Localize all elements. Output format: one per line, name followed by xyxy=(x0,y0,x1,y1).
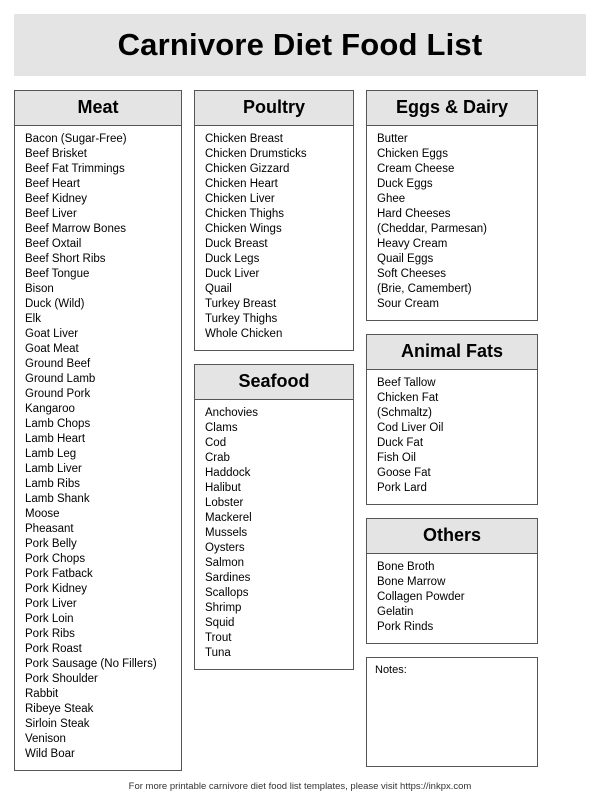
list-item: Chicken Heart xyxy=(205,178,278,190)
list-item: Beef Kidney xyxy=(25,193,88,205)
list-item: Haddock xyxy=(205,467,251,479)
list-item: Soft Cheeses xyxy=(377,268,447,280)
list-item: Scallops xyxy=(205,587,249,599)
section-seafood-items xyxy=(195,400,353,669)
list-item: Beef Tongue xyxy=(25,268,90,280)
section-meat xyxy=(14,90,182,771)
list-item: Chicken Drumsticks xyxy=(205,148,307,160)
list-item: Whole Chicken xyxy=(205,328,283,340)
list-item: Collagen Powder xyxy=(377,591,465,603)
list-item: Beef Marrow Bones xyxy=(25,223,126,235)
list-item: Pork Rinds xyxy=(377,621,434,633)
page-title: Carnivore Diet Food List xyxy=(117,27,483,62)
list-item: Pork Shoulder xyxy=(25,673,98,685)
list-item: Sardines xyxy=(205,572,251,584)
list-item: Beef Tallow xyxy=(377,377,436,389)
list-item: Bone Broth xyxy=(377,561,435,573)
column-left xyxy=(14,90,182,784)
list-item: Moose xyxy=(25,508,60,520)
list-item: Shrimp xyxy=(205,602,242,614)
list-item: Beef Liver xyxy=(25,208,77,220)
list-item: Lamb Chops xyxy=(25,418,91,430)
list-item: Pork Belly xyxy=(25,538,77,550)
section-others-heading: Others xyxy=(367,519,537,554)
list-item: Cod xyxy=(205,437,227,449)
section-animal-fats-heading: Animal Fats xyxy=(367,335,537,370)
section-eggs-dairy-items xyxy=(367,126,537,320)
list-item: Goose Fat xyxy=(377,467,431,479)
list-item: Bacon (Sugar-Free) xyxy=(25,133,127,145)
list-item: Chicken Breast xyxy=(205,133,283,145)
list-item: Hard Cheeses xyxy=(377,208,451,220)
list-item: Sirloin Steak xyxy=(25,718,90,730)
list-item: Pork Fatback xyxy=(25,568,93,580)
list-item: Pork Ribs xyxy=(25,628,75,640)
list-item: Chicken Fat xyxy=(377,392,439,404)
footer-text: For more printable carnivore diet food list templates, please visit https://inkpx.com xyxy=(128,781,472,792)
list-item: Pork Kidney xyxy=(25,583,88,595)
list-item: Ground Pork xyxy=(25,388,91,400)
list-item: Lamb Leg xyxy=(25,448,77,460)
list-item: Elk xyxy=(25,313,41,325)
list-item: Pork Roast xyxy=(25,643,82,655)
list-item: Quail Eggs xyxy=(377,253,434,265)
list-item: (Schmaltz) xyxy=(377,407,432,419)
list-item: Beef Fat Trimmings xyxy=(25,163,125,175)
list-item: Kangaroo xyxy=(25,403,75,415)
list-item: Lamb Shank xyxy=(25,493,90,505)
list-item: Tuna xyxy=(205,647,231,659)
list-item: Pork Lard xyxy=(377,482,427,494)
list-item: Anchovies xyxy=(205,407,259,419)
section-others-items xyxy=(367,554,537,643)
page-title-bar xyxy=(14,14,586,76)
list-item: Clams xyxy=(205,422,238,434)
list-item: Mackerel xyxy=(205,512,252,524)
section-meat-heading: Meat xyxy=(15,91,181,126)
column-middle xyxy=(194,90,354,683)
list-item: Trout xyxy=(205,632,232,644)
list-item: Beef Heart xyxy=(25,178,80,190)
list-item: Goat Meat xyxy=(25,343,79,355)
list-item: Duck Fat xyxy=(377,437,424,449)
list-item: Turkey Thighs xyxy=(205,313,278,325)
list-item: Beef Short Ribs xyxy=(25,253,106,265)
list-item: Beef Oxtail xyxy=(25,238,82,250)
list-item: Bone Marrow xyxy=(377,576,446,588)
list-item: Lamb Heart xyxy=(25,433,86,445)
list-item: Squid xyxy=(205,617,235,629)
section-eggs-dairy-heading: Eggs & Dairy xyxy=(367,91,537,126)
section-poultry-items xyxy=(195,126,353,350)
list-item: Chicken Liver xyxy=(205,193,275,205)
list-item: Chicken Wings xyxy=(205,223,282,235)
list-item: Ground Lamb xyxy=(25,373,96,385)
list-item: Chicken Gizzard xyxy=(205,163,290,175)
list-item: Duck (Wild) xyxy=(25,298,85,310)
section-seafood xyxy=(194,364,354,670)
list-item: Crab xyxy=(205,452,230,464)
list-item: Duck Liver xyxy=(205,268,260,280)
list-item: Butter xyxy=(377,133,408,145)
list-item: (Cheddar, Parmesan) xyxy=(377,223,487,235)
list-item: Ground Beef xyxy=(25,358,91,370)
section-animal-fats xyxy=(366,334,538,505)
list-item: Ribeye Steak xyxy=(25,703,94,715)
section-animal-fats-items xyxy=(367,370,537,504)
list-item: Duck Breast xyxy=(205,238,268,250)
list-item: Pork Loin xyxy=(25,613,74,625)
notes-box[interactable] xyxy=(366,657,538,767)
section-others xyxy=(366,518,538,644)
list-item: Rabbit xyxy=(25,688,59,700)
list-item: Lamb Liver xyxy=(25,463,82,475)
section-eggs-dairy xyxy=(366,90,538,321)
list-item: Pork Liver xyxy=(25,598,77,610)
list-item: Ghee xyxy=(377,193,406,205)
list-item: Heavy Cream xyxy=(377,238,448,250)
list-item: Sour Cream xyxy=(377,298,439,310)
list-item: Chicken Eggs xyxy=(377,148,448,160)
list-item: Venison xyxy=(25,733,66,745)
list-item: Pork Chops xyxy=(25,553,86,565)
list-item: Chicken Thighs xyxy=(205,208,285,220)
list-item: Wild Boar xyxy=(25,748,75,760)
section-meat-items xyxy=(15,126,181,770)
list-item: Quail xyxy=(205,283,232,295)
list-item: (Brie, Camembert) xyxy=(377,283,472,295)
list-item: Beef Brisket xyxy=(25,148,87,160)
section-seafood-heading: Seafood xyxy=(195,365,353,400)
list-item: Oysters xyxy=(205,542,245,554)
column-right xyxy=(366,90,538,767)
list-item: Goat Liver xyxy=(25,328,79,340)
list-item: Turkey Breast xyxy=(205,298,277,310)
columns-container xyxy=(14,90,586,784)
list-item: Halibut xyxy=(205,482,241,494)
list-item: Cod Liver Oil xyxy=(377,422,444,434)
list-item: Duck Eggs xyxy=(377,178,433,190)
list-item: Bison xyxy=(25,283,54,295)
list-item: Lamb Ribs xyxy=(25,478,80,490)
list-item: Duck Legs xyxy=(205,253,260,265)
section-poultry xyxy=(194,90,354,351)
notes-label: Notes: xyxy=(375,664,407,676)
list-item: Gelatin xyxy=(377,606,414,618)
list-item: Pork Sausage (No Fillers) xyxy=(25,658,157,670)
list-item: Pheasant xyxy=(25,523,74,535)
section-poultry-heading: Poultry xyxy=(195,91,353,126)
list-item: Fish Oil xyxy=(377,452,416,464)
list-item: Cream Cheese xyxy=(377,163,455,175)
list-item: Salmon xyxy=(205,557,244,569)
list-item: Lobster xyxy=(205,497,244,509)
list-item: Mussels xyxy=(205,527,248,539)
